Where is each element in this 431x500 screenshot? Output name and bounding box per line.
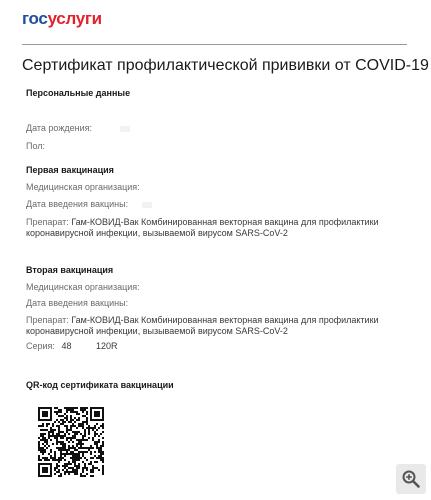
second-org-row [26,282,140,292]
first-drug-row [26,217,401,239]
series-label: Серия: [26,341,55,351]
first-vaccination-heading: Первая вакцинация [26,165,114,175]
first-org-label: Медицинская организация: [26,182,140,192]
birth-date-row [26,123,130,133]
qr-code-image [38,407,104,477]
second-org-label: Медицинская организация: [26,282,140,292]
sex-label: Пол: [26,141,46,151]
birth-date-label: Дата рождения: [26,123,92,133]
series-row [26,341,117,351]
second-drug-row [26,315,401,337]
first-drug-value: Гам-КОВИД-Вак Комбинированная векторная вакцина для профилактики коронавирусной инфекции, вызываемой вирусом SARS-CoV-2 [26,217,379,238]
qr-heading: QR-код сертификата вакцинации [26,380,174,390]
first-date-row [26,199,152,209]
first-drug-label: Препарат: [26,217,69,227]
gosuslugi-logo [22,10,102,27]
personal-data-heading: Персональные данные [26,88,131,98]
second-date-label: Дата введения вакцины: [26,298,129,308]
zoom-button[interactable] [396,464,426,494]
second-drug-label: Препарат: [26,315,69,325]
sex-row [26,141,45,151]
first-date-label: Дата введения вакцины: [26,199,129,209]
first-org-row [26,182,140,192]
redacted-value [142,202,152,208]
redacted-value [120,126,130,132]
series-value-part1: 48 [61,341,72,351]
second-vaccination-heading: Вторая вакцинация [26,265,114,275]
header-divider [22,44,407,45]
second-drug-value: Гам-КОВИД-Вак Комбинированная векторная вакцина для профилактики коронавирусной инфекции, вызываемой вирусом SARS-CoV-2 [26,315,379,336]
logo-part-uslugi: услуги [47,9,102,28]
magnifier-plus-icon [401,469,421,489]
series-value-part2: 120R [95,341,118,351]
page-title: Сертификат профилактической прививки от COVID-19 [22,57,429,74]
second-date-row [26,298,128,308]
logo-part-gos: гос [22,9,48,28]
